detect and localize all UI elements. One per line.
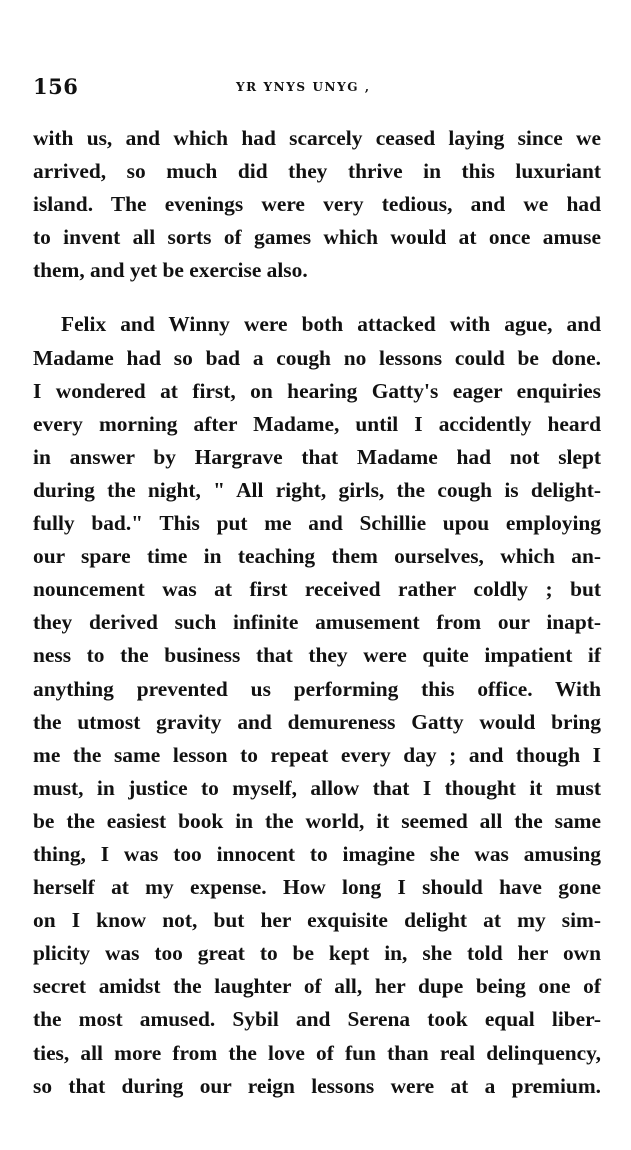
text-line: island. The evenings were very tedious, and we had: [33, 192, 601, 217]
paragraph-gap: [33, 287, 601, 308]
text-line: herself at my expense. How long I should have gone: [33, 875, 601, 900]
text-line: during the night, " All right, girls, the cough is delight-: [33, 477, 601, 502]
text-line: so that during our reign lessons were at a premium.: [33, 1073, 601, 1098]
text-line: plicity was too great to be kept in, she told her own: [33, 941, 601, 966]
text-line: the utmost gravity and demureness Gatty would bring: [33, 709, 601, 734]
text-line: in answer by Hargrave that Madame had not slept: [33, 444, 601, 469]
page-number: 156: [33, 74, 79, 99]
text-line: Felix and Winny were both attacked with ague, and: [61, 312, 601, 337]
text-line: I wondered at first, on hearing Gatty's eager enquiries: [33, 378, 601, 403]
text-line: every morning after Madame, until I accidently heard: [33, 411, 601, 436]
text-line: arrived, so much did they thrive in this luxuriant: [33, 159, 601, 184]
text-line: secret amidst the laughter of all, her dupe being one of: [33, 974, 601, 999]
text-line: our spare time in teaching them ourselves, which an-: [33, 544, 601, 569]
body-text: [33, 122, 601, 1103]
text-line: ness to the business that they were quite impatient if: [33, 643, 601, 668]
text-line: fully bad." This put me and Schillie upou employing: [33, 511, 601, 536]
text-line: ties, all more from the love of fun than real delinquency,: [33, 1040, 601, 1065]
paragraph-1: [33, 122, 601, 287]
text-line: must, in justice to myself, allow that I thought it must: [33, 775, 601, 800]
text-line: anything prevented us performing this office. With: [33, 676, 601, 701]
text-line: nouncement was at first received rather coldly ; but: [33, 577, 601, 602]
text-line: they derived such infinite amusement from our inapt-: [33, 610, 601, 635]
running-title: YR YNYS UNYG ,: [236, 80, 371, 94]
paragraph-2: [33, 308, 601, 1102]
text-line: the most amused. Sybil and Serena took equal liber-: [33, 1007, 601, 1032]
text-line: on I know not, but her exquisite delight at my sim-: [33, 908, 601, 933]
text-line: be the easiest book in the world, it seemed all the same: [33, 808, 601, 833]
text-line: Madame had so bad a cough no lessons could be done.: [33, 345, 601, 370]
text-line: me the same lesson to repeat every day ; and though I: [33, 742, 601, 767]
text-line: with us, and which had scarcely ceased laying since we: [33, 126, 601, 150]
text-line: thing, I was too innocent to imagine she was amusing: [33, 841, 601, 866]
running-head: [33, 70, 601, 104]
text-line: to invent all sorts of games which would at once amuse: [33, 225, 601, 250]
text-line: them, and yet be exercise also.: [33, 258, 308, 283]
